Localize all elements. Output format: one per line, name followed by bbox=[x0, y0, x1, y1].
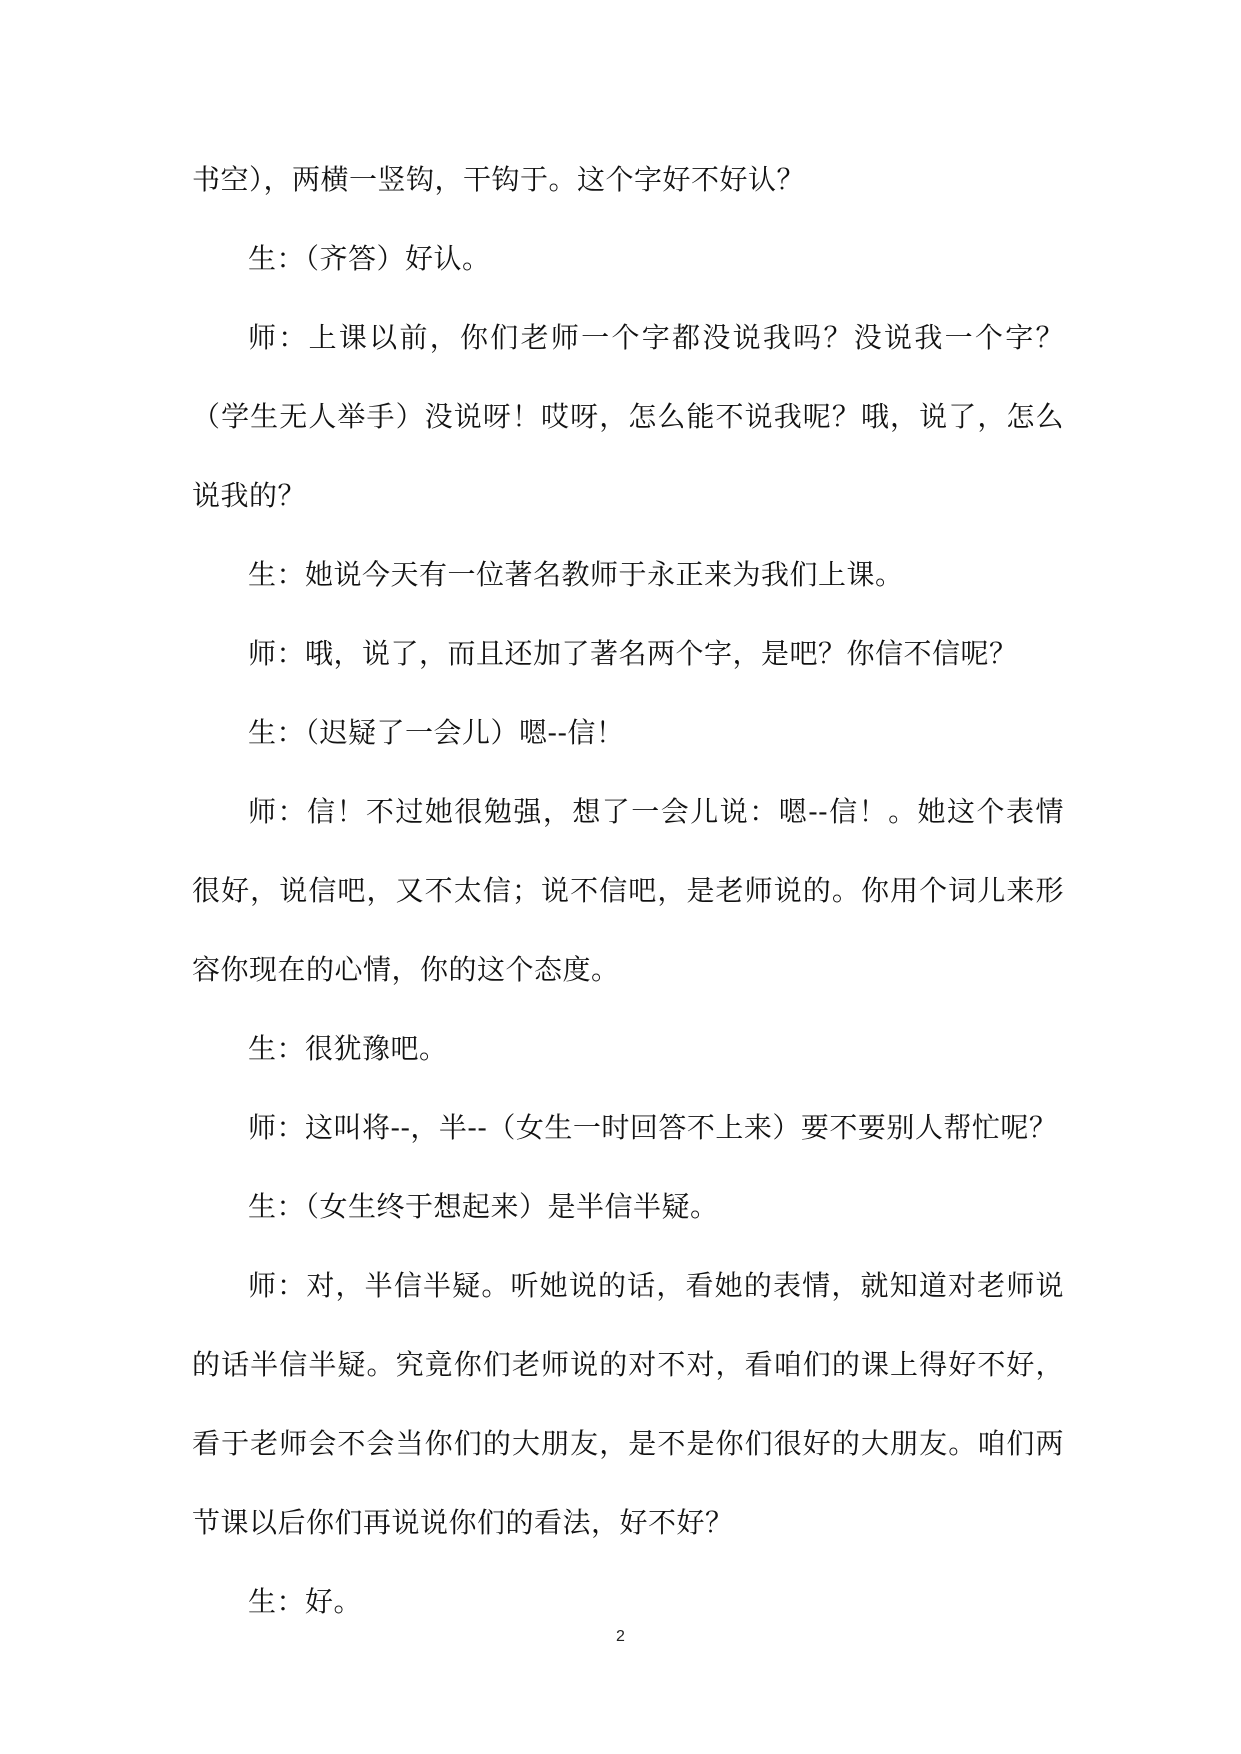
paragraph: 师：哦，说了，而且还加了著名两个字，是吧？你信不信呢？ bbox=[248, 637, 1018, 670]
paragraph: 生：她说今天有一位著名教师于永正来为我们上课。 bbox=[248, 558, 904, 591]
paragraph: 生：（迟疑了一会儿）嗯--信！ bbox=[248, 716, 625, 749]
body-text bbox=[192, 140, 1064, 1641]
paragraph: 师：对，半信半疑。听她说的话，看她的表情，就知道对老师说的话半信半疑。究竟你们老师说的对不对，看咱们的课上得好不好，看于老师会不会当你们的大朋友，是不是你们很好的大朋友。咱们两节课以后你们再说说你们的看法，好不好？ bbox=[192, 1269, 1064, 1539]
paragraph: 师：上课以前，你们老师一个字都没说我吗？没说我一个字？（学生无人举手）没说呀！哎呀，怎么能不说我呢？哦，说了，怎么说我的？ bbox=[192, 321, 1064, 512]
paragraph: 师：信！不过她很勉强，想了一会儿说：嗯--信！。她这个表情很好，说信吧，又不太信；说不信吧，是老师说的。你用个词儿来形容你现在的心情，你的这个态度。 bbox=[192, 795, 1064, 986]
page-number: 2 bbox=[616, 1628, 625, 1645]
paragraph: 生：（齐答）好认。 bbox=[248, 242, 491, 275]
paragraph: 生：好。 bbox=[248, 1585, 363, 1618]
paragraph: 书空），两横一竖钩，干钩于。这个字好不好认？ bbox=[192, 163, 806, 196]
paragraph: 生：很犹豫吧。 bbox=[248, 1032, 448, 1065]
paragraph: 生：（女生终于想起来）是半信半疑。 bbox=[248, 1190, 719, 1223]
paragraph: 师：这叫将--，半--（女生一时回答不上来）要不要别人帮忙呢？ bbox=[248, 1111, 1058, 1144]
